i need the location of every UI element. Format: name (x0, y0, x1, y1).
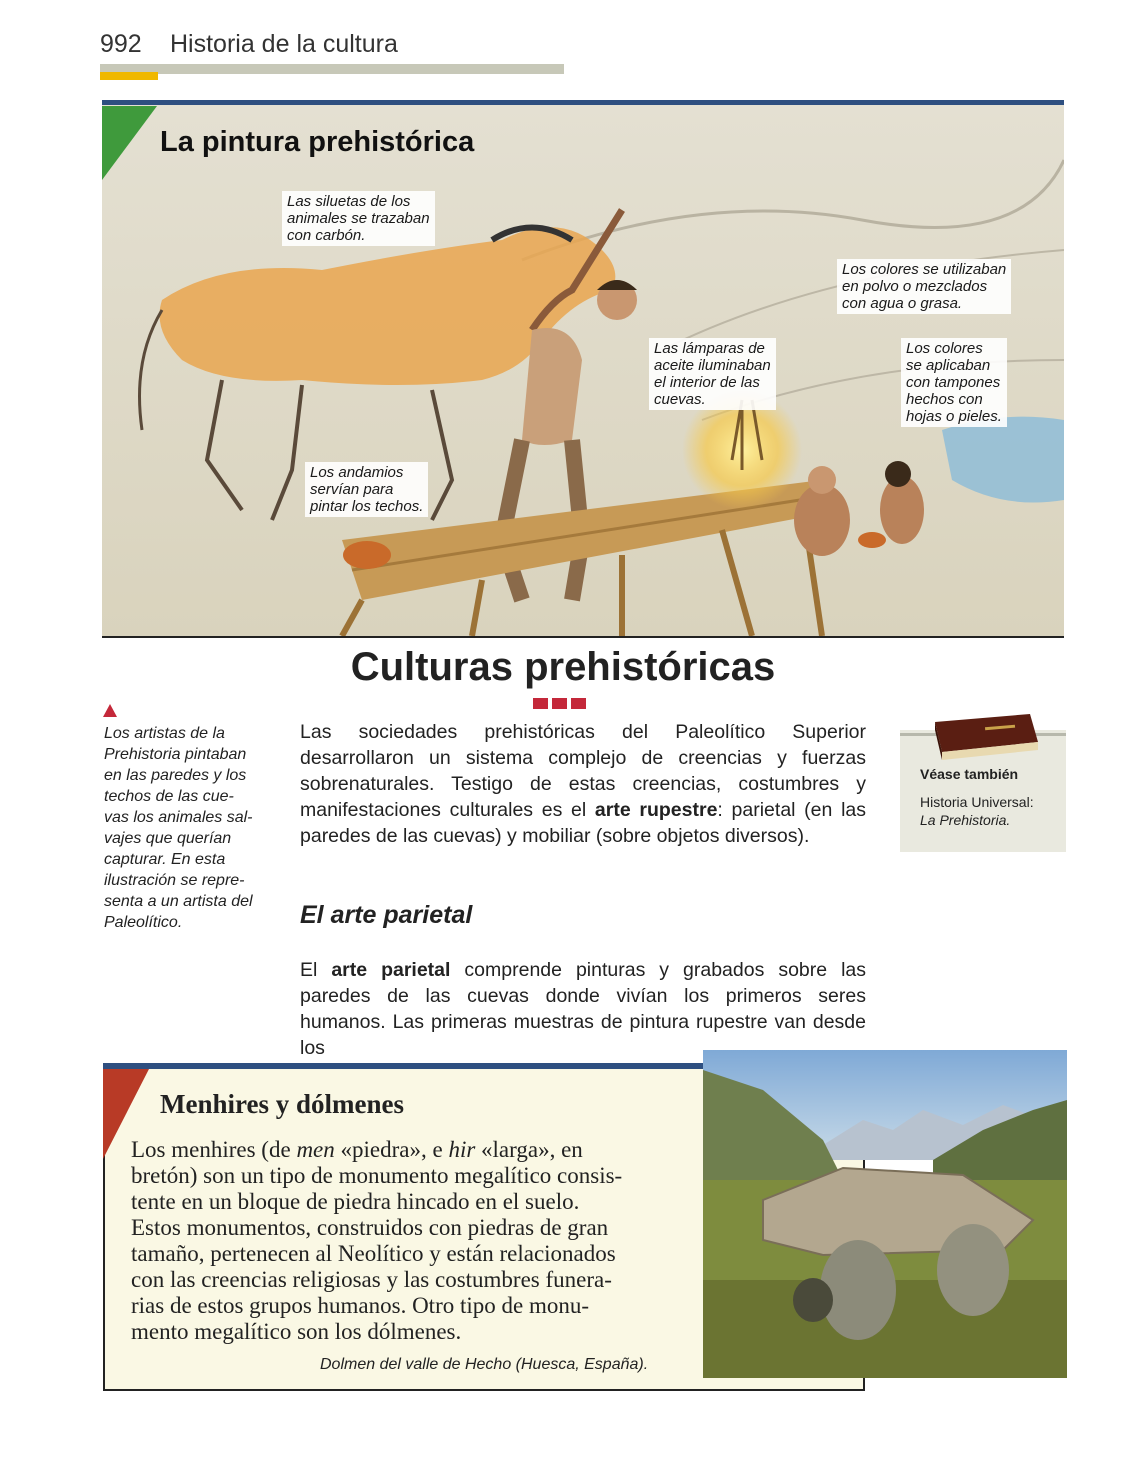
callout-line: Los colores (906, 340, 983, 357)
callout-line: servían para (310, 481, 394, 498)
see-also-item[interactable]: Historia Universal: (920, 794, 1034, 810)
intro-paragraph (300, 719, 866, 849)
text-run: Los menhires (de (131, 1137, 297, 1162)
callout-siluetas (282, 191, 435, 246)
callout-andamios (305, 462, 428, 517)
text-run: «larga», en (475, 1137, 583, 1162)
dolmen-photo-artwork (703, 1050, 1067, 1378)
term-arte-rupestre: arte rupestre (594, 799, 718, 821)
caption-line: vajes que querían (104, 830, 232, 847)
callout-line: el interior de las (654, 374, 760, 391)
caption-line: vas los animales sal- (104, 809, 253, 826)
caption-line: Prehistoria pintaban (104, 746, 247, 763)
paragraph-text: El (300, 959, 332, 981)
callout-line: aceite iluminaban (654, 357, 771, 374)
callout-line: con agua o grasa. (842, 295, 963, 312)
menhires-line: tamaño, pertenecen al Neolítico y están relacionados (131, 1241, 616, 1266)
callout-line: animales se trazaban (287, 210, 430, 227)
section-ornament (533, 696, 590, 714)
see-also-label: Véase también (920, 766, 1019, 782)
menhires-line: mento megalítico son los dólmenes. (131, 1319, 462, 1344)
caption-line: Los artistas de la (104, 725, 225, 742)
callout-line: hojas o pieles. (906, 408, 1002, 425)
see-also-item-title[interactable]: La Prehistoria. (920, 812, 1011, 828)
callout-line: con tampones (906, 374, 1001, 391)
callout-line: con carbón. (287, 227, 366, 244)
caption-line: capturar. En esta (104, 851, 226, 868)
callout-line: se aplicaban (906, 357, 991, 374)
callout-lamparas (649, 338, 776, 410)
menhires-line: Estos monumentos, construidos con piedras de gran (131, 1215, 609, 1240)
term-men: men (296, 1137, 335, 1162)
cave-painting-illustration (102, 100, 1064, 638)
book-icon (930, 712, 1040, 762)
caption-line: techos de las cue- (104, 788, 234, 805)
menhires-line (131, 1137, 667, 1163)
photo-caption: Dolmen del valle de Hecho (Huesca, España). (320, 1356, 649, 1373)
callout-line: Los andamios (310, 464, 404, 481)
callout-line: Los colores se utilizaban (842, 261, 1007, 278)
menhires-title: Menhires y dólmenes (160, 1089, 404, 1119)
callout-colores-polvo (837, 259, 1011, 314)
paragraph-text: Las sociedades prehistóricas del Paleolítico Superior desarrollaron un sistema complejo de creencias y fuerzas sobrenaturales. Testigo de estas creencias, costumbres y manifestaciones culturales es el (300, 721, 866, 821)
illustration-caption (104, 723, 274, 933)
page-number: 992 (100, 30, 142, 58)
callout-line: cuevas. (654, 391, 706, 408)
illustration-title: La pintura prehistórica (160, 126, 475, 158)
caption-line: Paleolítico. (104, 914, 183, 931)
callout-line: hechos con (906, 391, 983, 408)
paragraph-text: comprende pinturas y grabados sobre las paredes de las cuevas donde vivían los primeros seres humanos. Las primeras muestras de pintura rupestre van desde los (300, 959, 866, 1059)
caption-line: ilustración se repre- (104, 872, 245, 889)
caption-line: en las paredes y los (104, 767, 247, 784)
dolmen-photo (703, 1050, 1067, 1378)
term-hir: hir (448, 1137, 476, 1162)
menhires-line: con las creencias religiosas y las costumbres funera- (131, 1267, 612, 1292)
caption-triangle-icon (103, 704, 117, 717)
subheading-arte-parietal: El arte parietal (300, 901, 473, 929)
illustration-top-bar (102, 100, 1064, 105)
callout-line: en polvo o mezclados (842, 278, 988, 295)
callout-line: Las lámparas de (654, 340, 765, 357)
callout-line: Las siluetas de los (287, 193, 411, 210)
menhires-line: rias de estos grupos humanos. Otro tipo de monu- (131, 1293, 590, 1318)
paragraph-text: : parietal (en las paredes de las cuevas) y mobiliar (sobre objetos diversos). (300, 799, 866, 847)
header-accent-bar (100, 72, 158, 80)
callout-line: pintar los techos. (310, 498, 424, 515)
running-title: Historia de la cultura (170, 30, 398, 58)
callout-tampones (901, 338, 1007, 427)
section-title: Culturas prehistóricas (350, 645, 776, 689)
arte-parietal-paragraph (300, 957, 866, 1061)
menhires-line: tente en un bloque de piedra hincado en el suelo. (131, 1189, 580, 1214)
menhires-text (131, 1137, 667, 1345)
text-run: «piedra», e (334, 1137, 449, 1162)
caption-line: senta a un artista del (104, 893, 253, 910)
header-rule (100, 64, 564, 74)
menhires-line: bretón) son un tipo de monumento megalítico consis- (131, 1163, 623, 1188)
term-arte-parietal: arte parietal (331, 959, 451, 981)
